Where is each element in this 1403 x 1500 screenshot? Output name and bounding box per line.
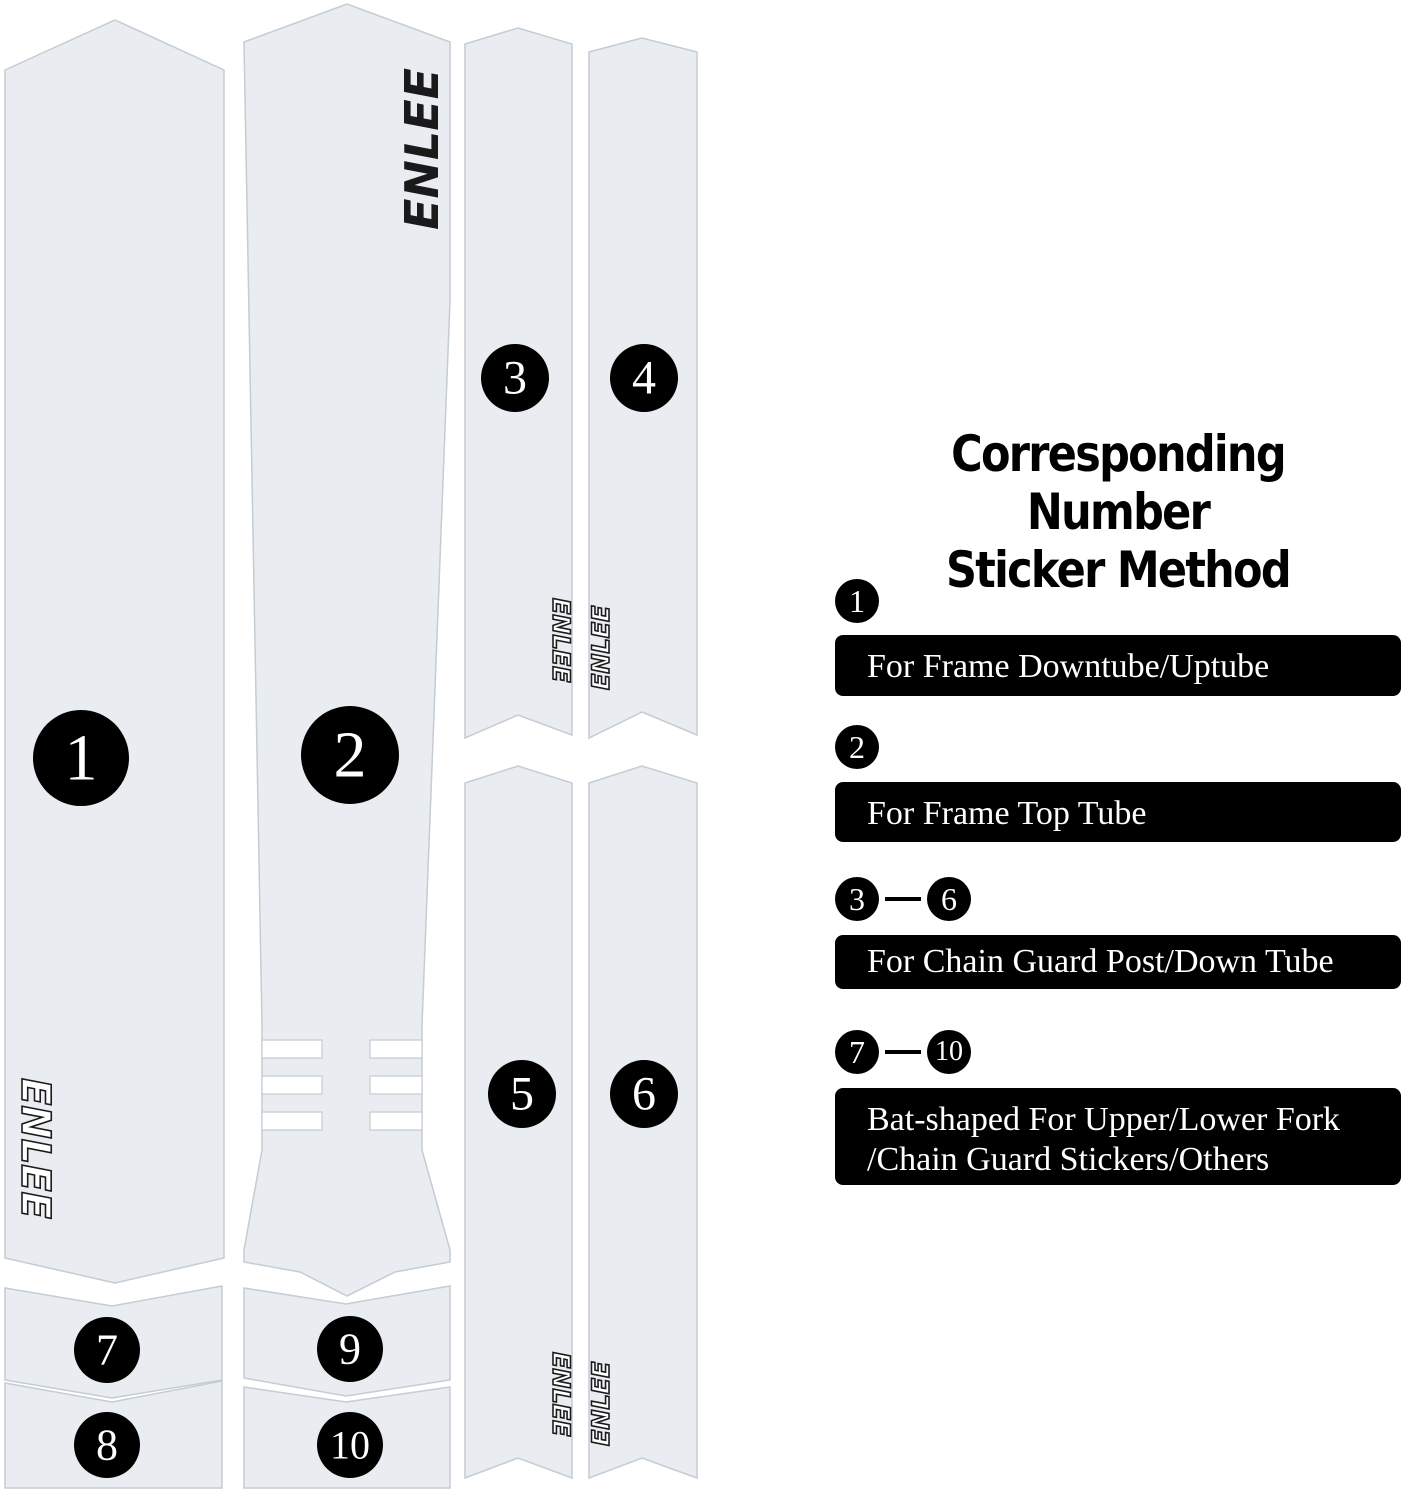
sticker-2-cutout — [262, 1076, 322, 1094]
badge-10-label: 10 — [330, 1422, 370, 1468]
badge-4 — [610, 344, 678, 412]
number-badge: 7 — [835, 1030, 879, 1074]
badge-9-label: 9 — [339, 1324, 361, 1374]
guide-item — [835, 577, 1401, 696]
brand-logo: ENLEE — [547, 598, 575, 683]
guide-bar: For Frame Top Tube — [835, 782, 1401, 842]
guide-item — [835, 723, 1401, 842]
sticker-2-cutout — [370, 1076, 422, 1094]
badge-8-label: 8 — [96, 1420, 118, 1470]
number-badge: 3 — [835, 877, 879, 921]
sticker-sheet — [0, 0, 700, 1500]
badge-2 — [301, 706, 399, 804]
number-badge: 6 — [927, 877, 971, 921]
badge-9 — [317, 1316, 383, 1382]
badge-4-label: 4 — [632, 351, 656, 405]
guide-title-line2: Sticker Method — [946, 541, 1290, 599]
badge-1-label: 1 — [64, 721, 98, 795]
badge-7 — [74, 1317, 140, 1383]
number-badge: 1 — [835, 579, 879, 623]
badge-2-label: 2 — [333, 718, 367, 792]
badge-5 — [488, 1060, 556, 1128]
badge-1 — [33, 710, 129, 806]
sticker-2-cutout — [262, 1040, 322, 1058]
guide-bar: For Chain Guard Post/Down Tube — [835, 935, 1401, 989]
badge-8 — [74, 1412, 140, 1478]
guide-title — [875, 425, 1362, 599]
guide-item — [835, 1028, 1401, 1185]
brand-logo: ENLEE — [395, 67, 449, 230]
badge-5-label: 5 — [510, 1067, 534, 1121]
number-badge: 10 — [927, 1030, 971, 1074]
guide-title-line1: Corresponding Number — [951, 425, 1285, 541]
brand-logo: ENLEE — [587, 1361, 615, 1446]
guide-bar — [835, 1088, 1401, 1185]
range-dash — [885, 897, 921, 901]
badge-7-label: 7 — [96, 1325, 118, 1375]
sticker-2-cutout — [370, 1040, 422, 1058]
sticker-2-cutout — [370, 1112, 422, 1130]
guide-bar-line2: /Chain Guard Stickers/Others — [867, 1141, 1270, 1178]
brand-logo: ENLEE — [587, 605, 615, 690]
brand-logo: ENLEE — [12, 1078, 58, 1219]
brand-logo: ENLEE — [547, 1352, 575, 1437]
number-badge: 2 — [835, 725, 879, 769]
range-dash — [885, 1050, 921, 1054]
badge-6-label: 6 — [632, 1067, 656, 1121]
badge-3 — [481, 344, 549, 412]
badge-10 — [317, 1412, 383, 1478]
badge-3-label: 3 — [503, 351, 527, 405]
sticker-2-cutout — [262, 1112, 322, 1130]
badge-6 — [610, 1060, 678, 1128]
guide-bar-line1: Bat-shaped For Upper/Lower Fork — [867, 1101, 1341, 1138]
usage-guide — [835, 425, 1401, 1178]
guide-bar: For Frame Downtube/Uptube — [835, 635, 1401, 696]
guide-item — [835, 875, 1401, 989]
